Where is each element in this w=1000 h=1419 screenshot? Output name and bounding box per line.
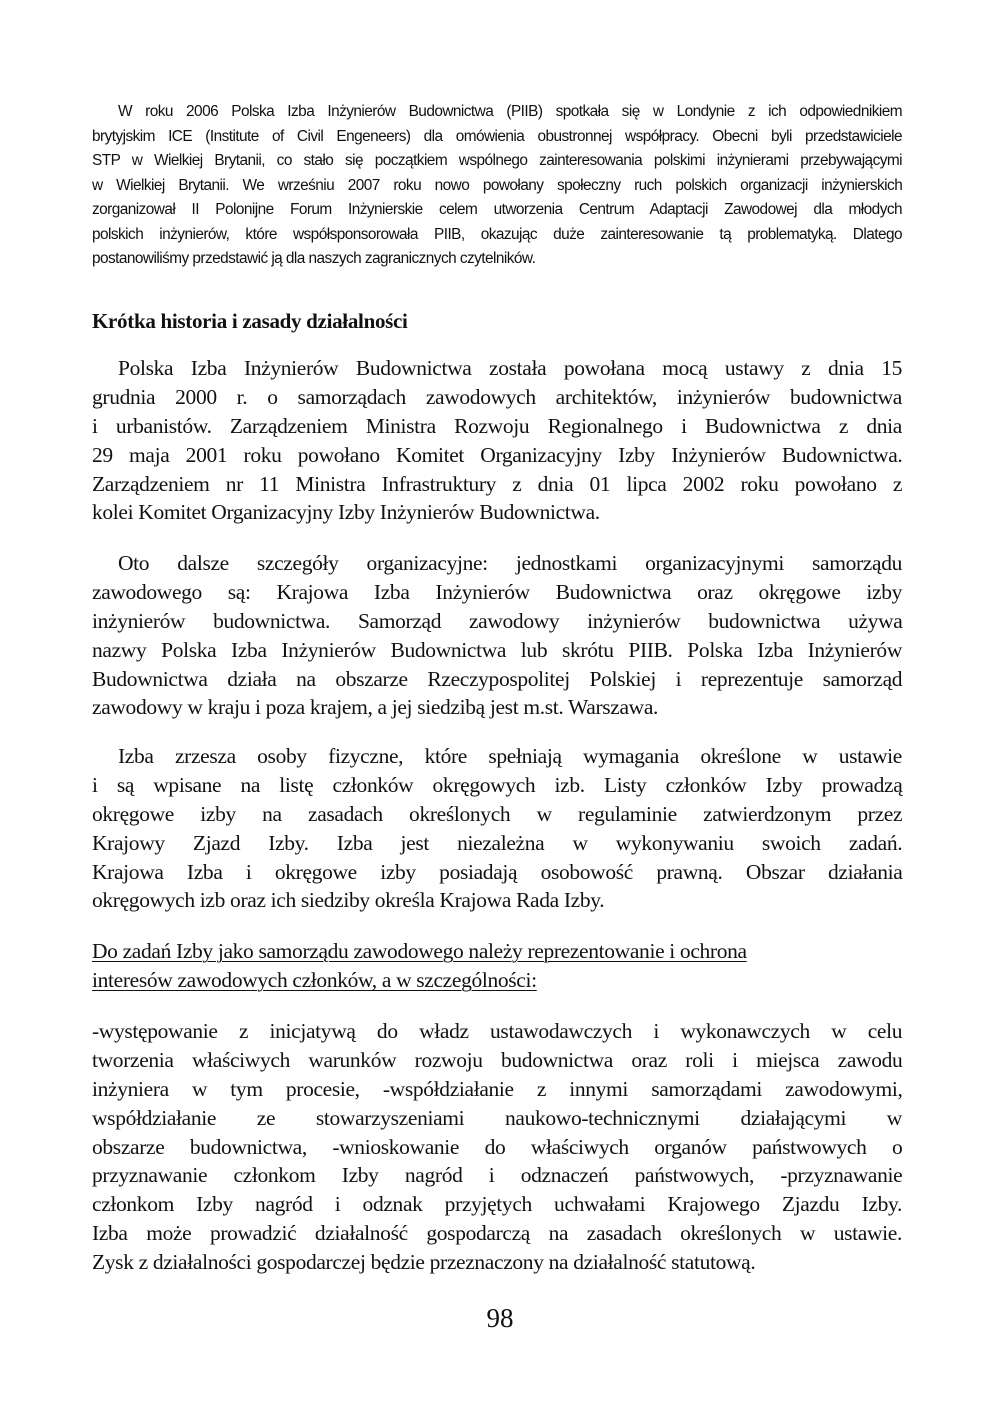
body-line: nazwy Polska Izba Inżynierów Budownictwa lub skrótu PIIB. Polska Izba Inżynierów xyxy=(92,637,902,662)
body-paragraph-history xyxy=(92,354,902,527)
body-line: Izba zrzesza osoby fizyczne, które spełniają wymagania określone w ustawie xyxy=(118,744,902,768)
body-subheading-duties xyxy=(92,937,852,995)
body-line: -występowanie z inicjatywą do władz ustawodawczych i wykonawczych w celu xyxy=(92,1019,903,1043)
body-line: okręgowe izby na zasadach określonych w regulaminie zatwierdzonym przez xyxy=(92,801,903,826)
body-line: 29 maja 2001 roku powołano Komitet Organizacyjny Izby Inżynierów Budownictwa. xyxy=(92,442,903,467)
body-line: Polska Izba Inżynierów Budownictwa została powołana mocą ustawy z dnia 15 xyxy=(118,356,902,380)
body-line: zawodowy w kraju i poza krajem, a jej siedzibą jest m.st. Warszawa. xyxy=(92,695,659,720)
body-line: członkom Izby nagród i odznak przyjętych uchwałami Krajowego Zjazdu Izby. xyxy=(92,1192,903,1217)
section-heading: Krótka historia i zasady działalności xyxy=(92,309,408,333)
body-line: Zysk z działalności gospodarczej będzie przeznaczony na działalność statutową. xyxy=(92,1250,756,1275)
body-paragraph-organization xyxy=(92,549,902,722)
body-line: Krajowa Izba i okręgowe izby posiadają osobowość prawną. Obszar działania xyxy=(92,859,903,884)
body-line: i są wpisane na listę członków okręgowych izb. Listy członków Izby prowadzą xyxy=(92,772,903,797)
body-line: i urbanistów. Zarządzeniem Ministra Rozwoju Regionalnego i Budownictwa z dnia xyxy=(92,413,902,438)
intro-line: w Wielkiej Brytanii. We wrześniu 2007 roku nowo powołany społeczny ruch polskich organizacji inżynierskich xyxy=(92,176,903,194)
intro-paragraph xyxy=(92,100,902,272)
body-line: grudnia 2000 r. o samorządach zawodowych architektów, inżynierów budownictwa xyxy=(92,384,902,409)
body-line: zawodowego są: Krajowa Izba Inżynierów Budownictwa oraz okręgowe izby xyxy=(92,579,902,604)
body-line: inżyniera w tym procesie, -współdziałanie z innymi samorządami zawodowymi, xyxy=(92,1076,903,1101)
body-line: kolei Komitet Organizacyjny Izby Inżynierów Budownictwa. xyxy=(92,500,600,525)
underlined-line: Do zadań Izby jako samorządu zawodowego należy reprezentowanie i ochrona xyxy=(92,939,747,963)
intro-line: brytyjskim ICE (Institute of Civil Engeneers) dla omówienia obustronnej współpracy. Obecni byli przedstawiciele xyxy=(92,127,902,145)
intro-line: polskich inżynierów, które współsponsorowała PIIB, okazując duże zainteresowanie tą problematyką. Dlatego xyxy=(92,225,902,243)
intro-line: STP w Wielkiej Brytanii, co stało się początkiem wspólnego zainteresowania polskimi inżynierami przebywającymi xyxy=(92,152,902,169)
body-line: Budownictwa działa na obszarze Rzeczypospolitej Polskiej i reprezentuje samorząd xyxy=(92,666,903,691)
body-line: Zarządzeniem nr 11 Ministra Infrastruktury z dnia 01 lipca 2002 roku powołano z xyxy=(92,471,903,496)
body-line: współdziałanie ze stowarzyszeniami naukowo-technicznymi działającymi w xyxy=(92,1105,902,1130)
body-paragraph-duties xyxy=(92,1017,902,1277)
intro-line: W roku 2006 Polska Izba Inżynierów Budownictwa (PIIB) spotkała się w Londynie z ich odpowiednikiem xyxy=(118,103,902,120)
body-paragraph-membership xyxy=(92,742,902,915)
body-line: okręgowych izb oraz ich siedziby określa Krajowa Rada Izby. xyxy=(92,888,605,913)
intro-line: zorganizował II Polonijne Forum Inżynierskie celem utworzenia Centrum Adaptacji Zawodowej dla młodych xyxy=(92,201,902,218)
body-line: Oto dalsze szczegóły organizacyjne: jednostkami organizacyjnymi samorządu xyxy=(118,551,902,575)
body-line: przyznawanie członkom Izby nagród i odznaczeń państwowych, -przyznawanie xyxy=(92,1163,903,1188)
underlined-line: interesów zawodowych członków, a w szczególności: xyxy=(92,967,537,992)
page-number: 98 xyxy=(486,1303,514,1333)
body-line: Krajowy Zjazd Izby. Izba jest niezależna w wykonywaniu swoich zadań. xyxy=(92,830,903,855)
intro-line: postanowiliśmy przedstawić ją dla naszych zagranicznych czytelników. xyxy=(92,250,536,267)
body-line: obszarze budownictwa, -wnioskowanie do właściwych organów państwowych o xyxy=(92,1134,903,1159)
body-line: tworzenia właściwych warunków rozwoju budownictwa oraz roli i miejsca zawodu xyxy=(92,1047,903,1072)
body-line: inżynierów budownictwa. Samorząd zawodowy inżynierów budownictwa używa xyxy=(92,608,903,633)
body-line: Izba może prowadzić działalność gospodarczą na zasadach określonych w ustawie. xyxy=(92,1221,902,1246)
